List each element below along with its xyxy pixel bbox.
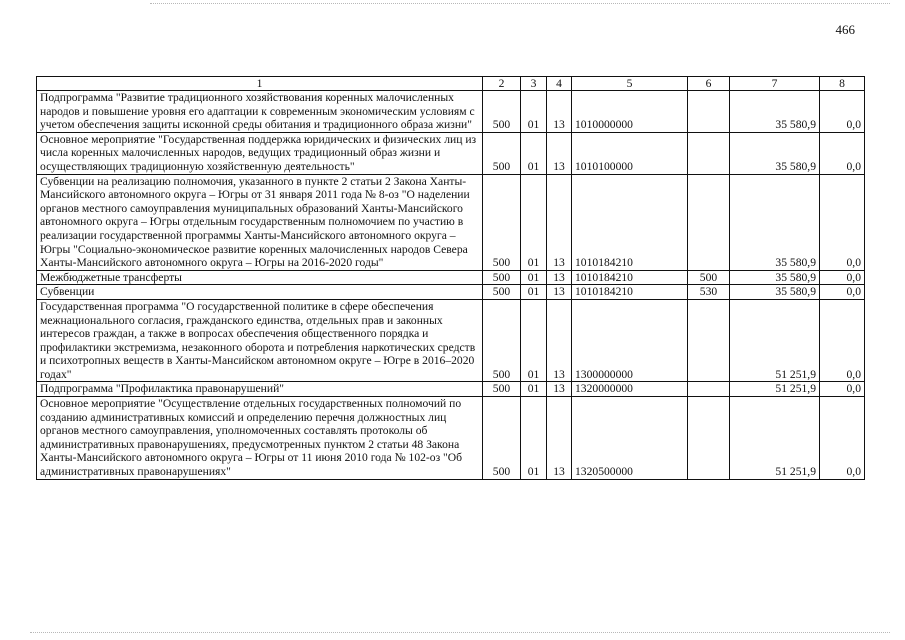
row-col-2: 500: [483, 285, 521, 300]
row-col-3: 01: [521, 382, 547, 397]
row-col-5: 1010184210: [572, 285, 688, 300]
row-col-6: [688, 132, 730, 174]
row-name: Подпрограмма "Развитие традиционного хозяйствования коренных малочисленных народов и повышение уровня его адаптации к современным экономическим условиям с учетом обеспечения защиты исконной среды обитания и традиционного образа жизни": [37, 91, 483, 133]
row-col-4: 13: [547, 91, 572, 133]
header-col-8: 8: [820, 77, 865, 91]
row-name: Межбюджетные трансферты: [37, 270, 483, 285]
row-col-2: 500: [483, 397, 521, 480]
row-col-7: 35 580,9: [730, 270, 820, 285]
row-col-8: 0,0: [820, 174, 865, 270]
row-col-4: 13: [547, 285, 572, 300]
row-col-7: 35 580,9: [730, 285, 820, 300]
row-col-4: 13: [547, 174, 572, 270]
row-col-6: [688, 174, 730, 270]
header-col-1: 1: [37, 77, 483, 91]
header-col-4: 4: [547, 77, 572, 91]
table-row: [37, 397, 865, 480]
row-col-2: 500: [483, 132, 521, 174]
table-row: [37, 382, 865, 397]
row-col-4: 13: [547, 382, 572, 397]
header-col-7: 7: [730, 77, 820, 91]
row-col-6: 530: [688, 285, 730, 300]
row-col-4: 13: [547, 270, 572, 285]
header-row: [37, 77, 865, 91]
row-col-8: 0,0: [820, 382, 865, 397]
row-name: Основное мероприятие "Осуществление отдельных государственных полномочий по созданию административных комиссий и определению перечня должностных лиц органов местного самоуправления, уполномоченных составлять протоколы об административных правонарушениях, предусмотренных пунктом 2 статьи 48 Закона Ханты-Мансийского автономного округа – Югры от 11 июня 2010 года № 102-оз "Об административных правонарушениях": [37, 397, 483, 480]
row-col-7: 35 580,9: [730, 174, 820, 270]
row-col-3: 01: [521, 285, 547, 300]
row-col-4: 13: [547, 299, 572, 382]
row-col-6: [688, 382, 730, 397]
row-col-5: 1320000000: [572, 382, 688, 397]
row-col-2: 500: [483, 91, 521, 133]
row-col-7: 35 580,9: [730, 91, 820, 133]
row-col-6: [688, 299, 730, 382]
row-col-8: 0,0: [820, 91, 865, 133]
page-number: 466: [835, 22, 855, 37]
row-col-5: 1010184210: [572, 174, 688, 270]
table-row: [37, 91, 865, 133]
budget-table: [36, 76, 865, 480]
header-col-5: 5: [572, 77, 688, 91]
row-col-3: 01: [521, 397, 547, 480]
row-col-5: 1010100000: [572, 132, 688, 174]
row-col-8: 0,0: [820, 270, 865, 285]
row-col-4: 13: [547, 397, 572, 480]
row-col-3: 01: [521, 132, 547, 174]
scan-artifact-bottom: [30, 632, 890, 633]
row-col-5: 1320500000: [572, 397, 688, 480]
header-col-6: 6: [688, 77, 730, 91]
row-name: Субвенции: [37, 285, 483, 300]
scan-artifact-top: [150, 3, 890, 4]
table-row: [37, 285, 865, 300]
row-col-6: [688, 397, 730, 480]
row-col-7: 51 251,9: [730, 397, 820, 480]
row-col-3: 01: [521, 270, 547, 285]
header-col-2: 2: [483, 77, 521, 91]
row-col-7: 51 251,9: [730, 299, 820, 382]
row-col-8: 0,0: [820, 397, 865, 480]
row-col-7: 35 580,9: [730, 132, 820, 174]
row-col-5: 1010000000: [572, 91, 688, 133]
row-col-2: 500: [483, 174, 521, 270]
row-col-8: 0,0: [820, 299, 865, 382]
table-row: [37, 132, 865, 174]
table-row: [37, 299, 865, 382]
row-col-6: 500: [688, 270, 730, 285]
row-name: Субвенции на реализацию полномочия, указанного в пункте 2 статьи 2 Закона Ханты-Мансийского автономного округа – Югры от 31 января 2011 года № 8-оз "О наделении органов местного самоуправления муниципальных образований Ханты-Мансийского автономного округа – Югры отдельным государственным полномочием по участию в реализации государственной программы Ханты-Мансийского автономного округа – Югры "Социально-экономическое развитие коренных малочисленных народов Севера Ханты-Мансийского автономного округа – Югры на 2016-2020 годы": [37, 174, 483, 270]
row-col-5: 1300000000: [572, 299, 688, 382]
table-row: [37, 174, 865, 270]
row-name: Подпрограмма "Профилактика правонарушений": [37, 382, 483, 397]
row-col-7: 51 251,9: [730, 382, 820, 397]
header-col-3: 3: [521, 77, 547, 91]
row-col-4: 13: [547, 132, 572, 174]
row-col-8: 0,0: [820, 285, 865, 300]
row-col-3: 01: [521, 299, 547, 382]
row-name: Основное мероприятие "Государственная поддержка юридических и физических лиц из числа коренных малочисленных народов, ведущих традиционный образ жизни и осуществляющих традиционную хозяйственную деятельность": [37, 132, 483, 174]
row-col-2: 500: [483, 299, 521, 382]
row-col-2: 500: [483, 382, 521, 397]
row-col-3: 01: [521, 91, 547, 133]
row-col-8: 0,0: [820, 132, 865, 174]
row-col-2: 500: [483, 270, 521, 285]
row-col-5: 1010184210: [572, 270, 688, 285]
row-col-6: [688, 91, 730, 133]
row-name: Государственная программа "О государственной политике в сфере обеспечения межнационального согласия, гражданского единства, отдельных прав и законных интересов граждан, а также в вопросах обеспечения общественного порядка и профилактики экстремизма, незаконного оборота и потребления наркотических средств и психотропных веществ в Ханты-Мансийском автономном округе – Югре в 2016–2020 годах": [37, 299, 483, 382]
row-col-3: 01: [521, 174, 547, 270]
table-row: [37, 270, 865, 285]
